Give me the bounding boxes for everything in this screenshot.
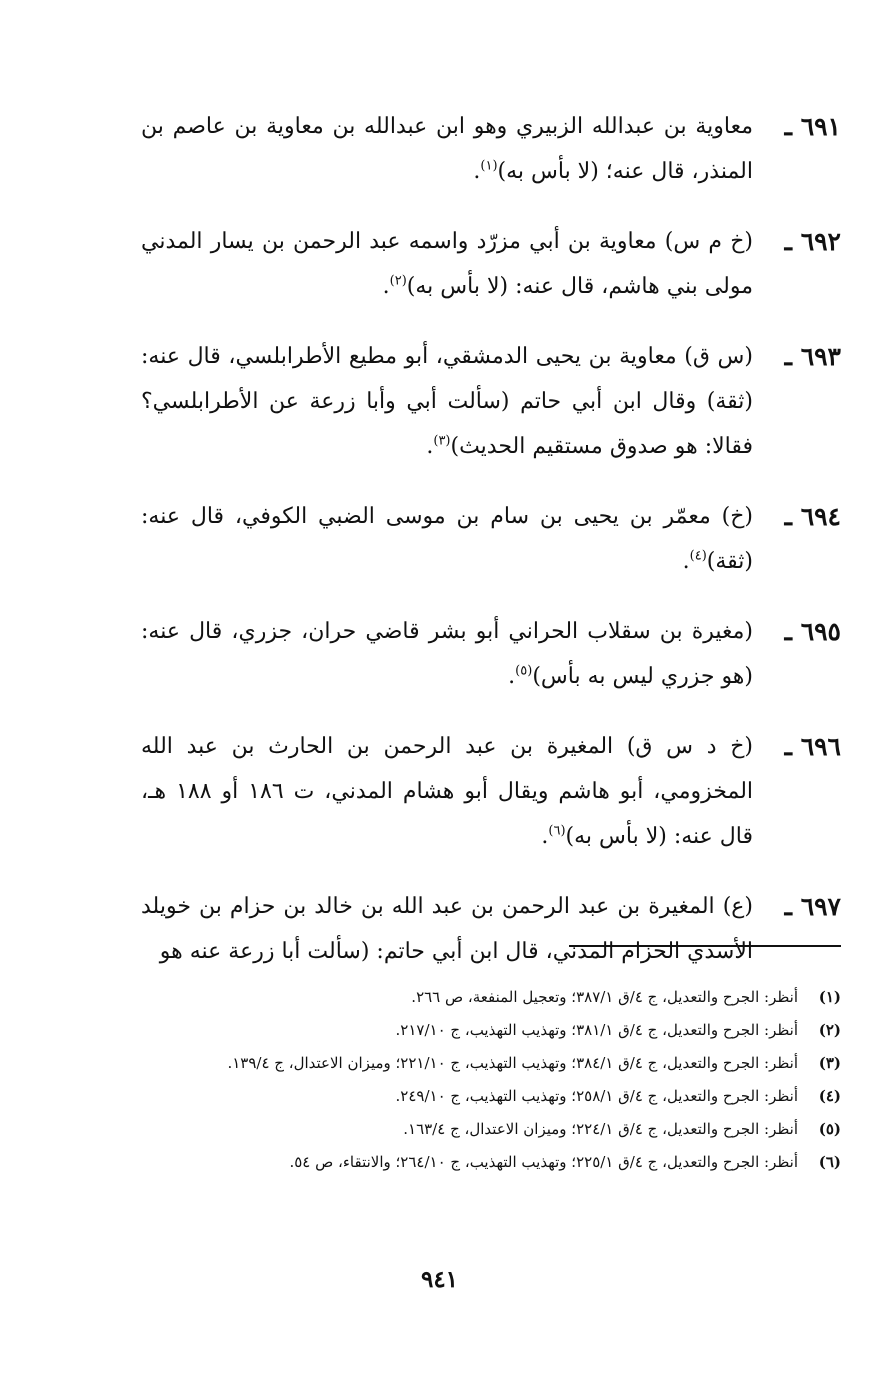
footnote-4 xyxy=(141,1082,841,1111)
entry-number: ٦٩١ ـ xyxy=(784,112,841,141)
entry-number: ٦٩٢ ـ xyxy=(784,227,841,256)
entry-end: . xyxy=(473,159,481,184)
footnote-number: (٥) xyxy=(818,1120,841,1138)
footnote-text: أنظر: الجرح والتعديل، ج ٤/ق ٢٢٥/١؛ وتهذيب التهذيب، ج ٢٦٤/١٠؛ والانتقاء، ص ٥٤. xyxy=(289,1153,798,1171)
entry-692 xyxy=(141,219,841,309)
entry-number: ٦٩٥ ـ xyxy=(784,617,841,646)
footnote-ref: (١) xyxy=(480,158,498,174)
entry-number: ٦٩٧ ـ xyxy=(784,892,841,921)
footnote-3 xyxy=(141,1049,841,1078)
footnote-separator xyxy=(569,945,841,947)
entry-695 xyxy=(141,609,841,699)
footnote-ref: (٣) xyxy=(433,433,451,449)
footnote-ref: (٢) xyxy=(389,273,407,289)
footnote-5 xyxy=(141,1115,841,1144)
entry-number: ٦٩٤ ـ xyxy=(784,502,841,531)
page-number: ٩٤١ xyxy=(420,1266,459,1293)
footnote-2 xyxy=(141,1016,841,1045)
footnote-text: أنظر: الجرح والتعديل، ج ٤/ق ٢٢٤/١؛ وميزان الاعتدال، ج ١٦٣/٤. xyxy=(403,1120,798,1138)
entry-text xyxy=(141,334,753,469)
entry-end: . xyxy=(426,434,434,459)
entry-text xyxy=(141,724,753,859)
entry-693 xyxy=(141,334,841,469)
footnote-text: أنظر: الجرح والتعديل، ج ٤/ق ٣٨١/١؛ وتهذيب التهذيب، ج ٢١٧/١٠. xyxy=(395,1021,798,1039)
entry-body: (خ م س) معاوية بن أبي مزرّد واسمه عبد الرحمن بن يسار المدني مولى بني هاشم، قال عنه: (لا بأس به) xyxy=(141,229,753,299)
entry-end: . xyxy=(508,664,516,689)
entry-end: . xyxy=(682,549,690,574)
entry-697 xyxy=(141,884,841,974)
entry-body: (مغيرة بن سقلاب الحراني أبو بشر قاضي حران، جزري، قال عنه: (هو جزري ليس به بأس) xyxy=(141,619,753,689)
entry-text xyxy=(141,104,753,194)
footnote-number: (٢) xyxy=(818,1021,841,1039)
footnote-number: (٣) xyxy=(818,1054,841,1072)
entry-694 xyxy=(141,494,841,584)
footnotes-list xyxy=(141,983,841,1181)
footnote-6 xyxy=(141,1148,841,1177)
entry-end: . xyxy=(382,274,390,299)
entry-body: (خ د س ق) المغيرة بن عبد الرحمن بن الحارث بن عبد الله المخزومي، أبو هاشم ويقال أبو هشام المدني، ت ١٨٦ أو ١٨٨ هـ، قال عنه: (لا بأس به) xyxy=(141,734,754,849)
footnote-text: أنظر: الجرح والتعديل، ج ٤/ق ٢٥٨/١؛ وتهذيب التهذيب، ج ٢٤٩/١٠. xyxy=(395,1087,798,1105)
footnote-text: أنظر: الجرح والتعديل، ج ٤/ق ٣٨٤/١؛ وتهذيب التهذيب، ج ٢٢١/١٠؛ وميزان الاعتدال، ج ١٣٩/٤. xyxy=(227,1054,798,1072)
entry-number: ٦٩٦ ـ xyxy=(784,732,841,761)
footnote-text: أنظر: الجرح والتعديل، ج ٤/ق ٣٨٧/١؛ وتعجيل المنفعة، ص ٢٦٦. xyxy=(411,988,798,1006)
entry-number: ٦٩٣ ـ xyxy=(784,342,841,371)
entry-text xyxy=(141,609,753,699)
footnote-number: (٤) xyxy=(818,1087,841,1105)
entry-text xyxy=(141,219,753,309)
footnote-ref: (٦) xyxy=(548,823,566,839)
entries-list xyxy=(141,104,841,999)
entry-body: (ع) المغيرة بن عبد الرحمن بن عبد الله بن خالد بن حزام بن خويلد الأسدي الحزام المدني، قال ابن أبي حاتم: (سألت أبا زرعة عنه هو xyxy=(141,894,753,964)
entry-691 xyxy=(141,104,841,194)
footnote-1 xyxy=(141,983,841,1012)
footnote-ref: (٤) xyxy=(689,548,707,564)
footnote-number: (١) xyxy=(818,988,841,1006)
entry-body: (س ق) معاوية بن يحيى الدمشقي، أبو مطيع الأطرابلسي، قال عنه: (ثقة) وقال ابن أبي حاتم (سألت أبي وأبا زرعة عن الأطرابلسي؟ فقالا: هو صدوق مستقيم الحديث) xyxy=(141,344,753,459)
footnote-ref: (٥) xyxy=(515,663,533,679)
entry-body: معاوية بن عبدالله الزبيري وهو ابن عبدالله بن معاوية بن عاصم بن المنذر، قال عنه؛ (لا بأس به) xyxy=(141,114,753,184)
entry-end: . xyxy=(541,824,549,849)
footnote-number: (٦) xyxy=(818,1153,841,1171)
entry-text xyxy=(141,884,753,974)
entry-body: (خ) معمّر بن يحيى بن سام بن موسى الضبي الكوفي، قال عنه: (ثقة) xyxy=(141,504,753,574)
entry-696 xyxy=(141,724,841,859)
entry-text xyxy=(141,494,753,584)
